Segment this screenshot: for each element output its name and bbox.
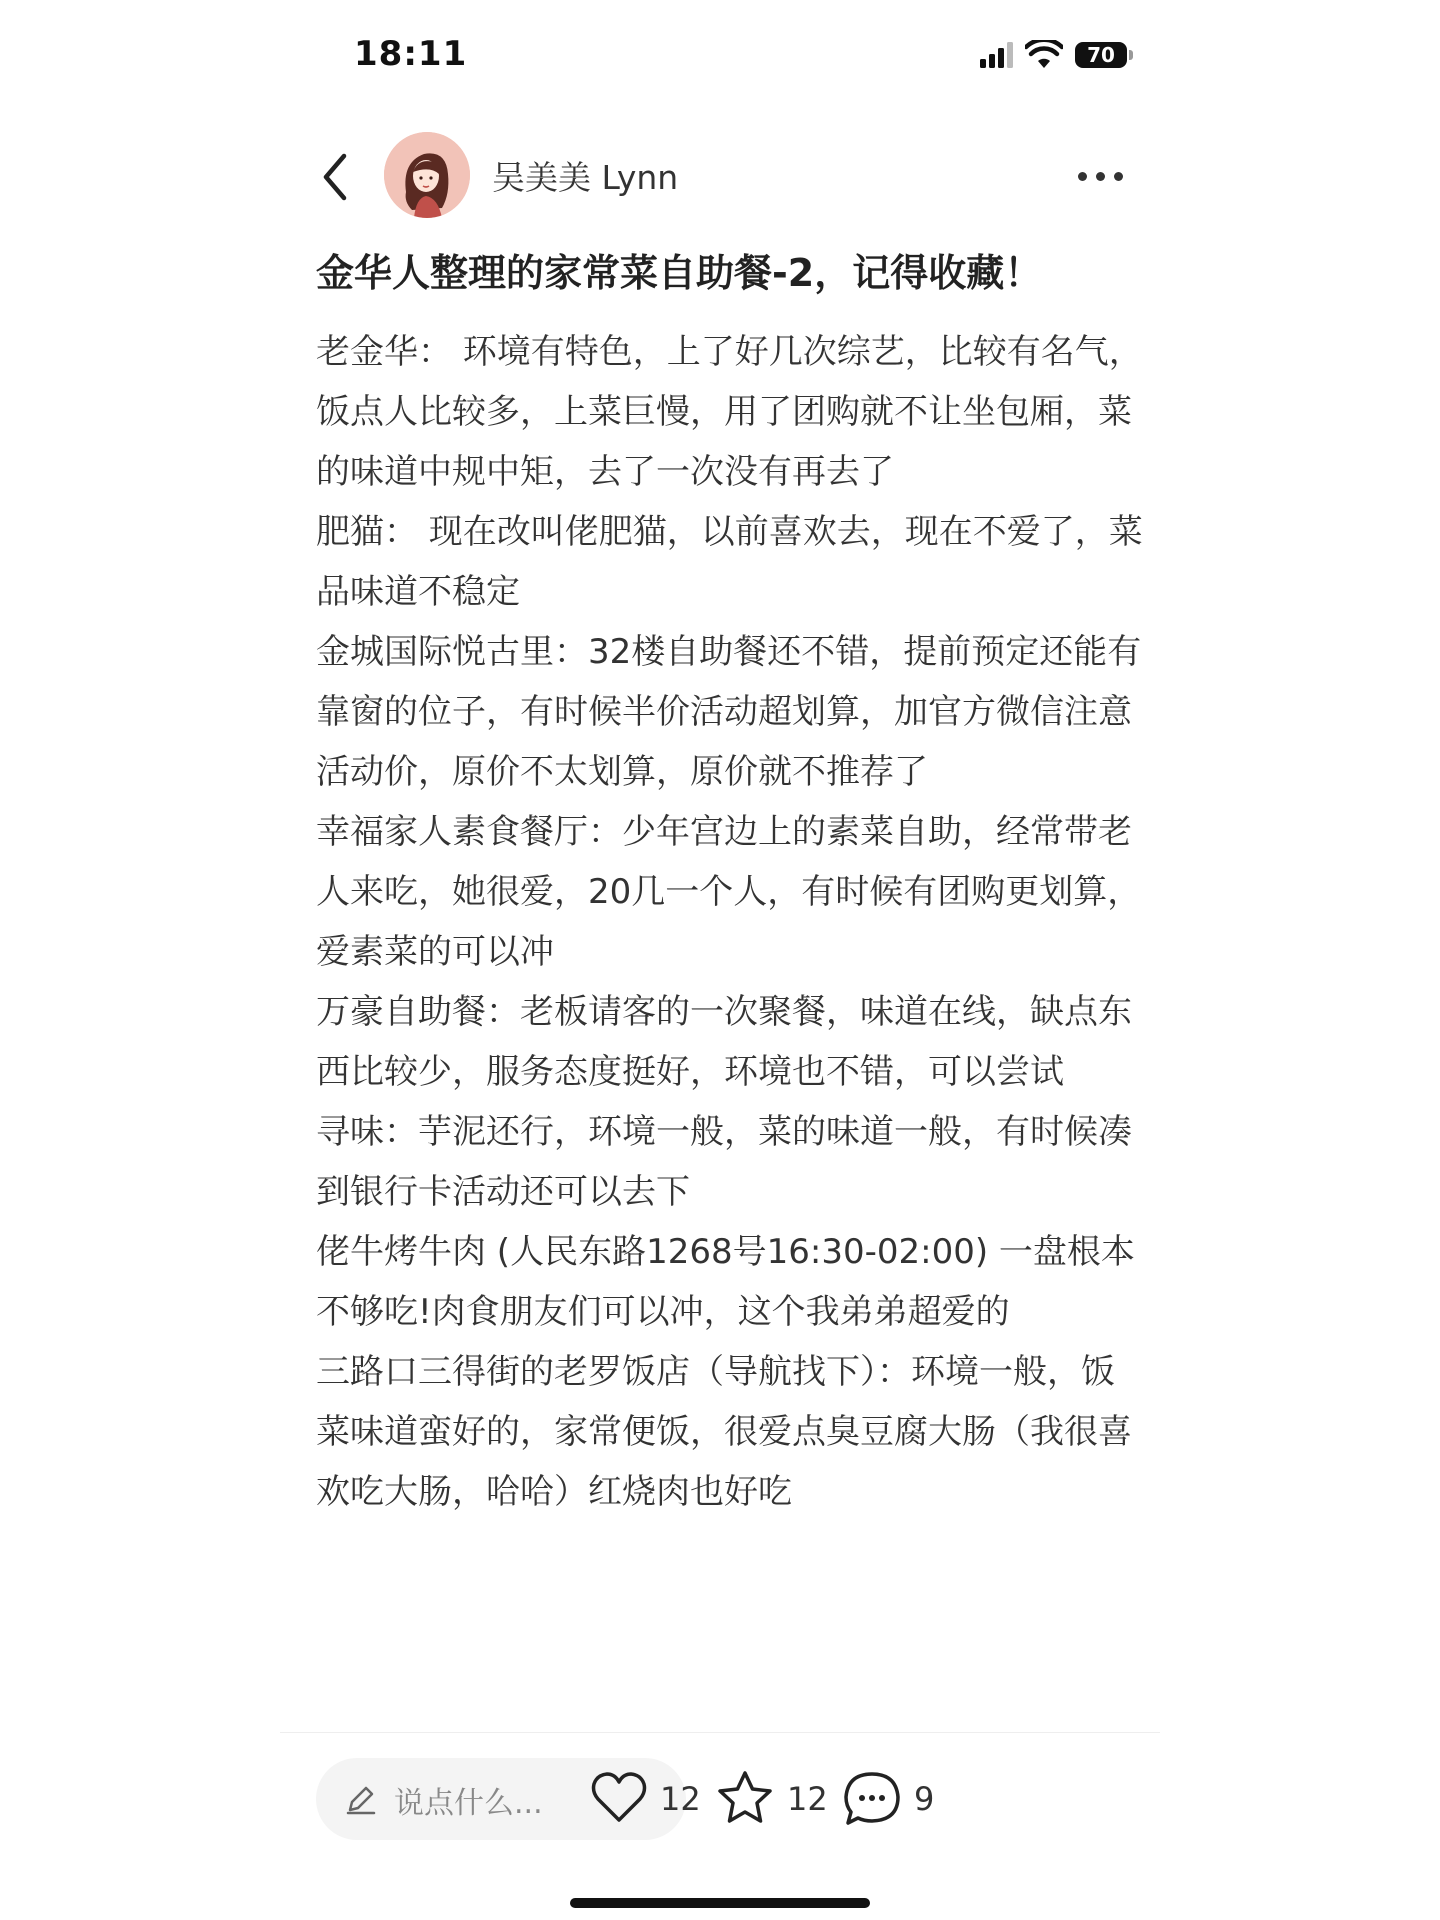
post-title: 金华人整理的家常菜自助餐-2，记得收藏！ (316, 251, 1043, 295)
status-time: 18:11 (354, 34, 468, 74)
battery-level: 70 (1087, 43, 1115, 67)
bottom-divider (280, 1732, 1160, 1733)
star-icon (715, 1770, 775, 1826)
collect-button[interactable] (715, 1762, 828, 1834)
heart-icon (590, 1770, 648, 1824)
post-header (280, 120, 1160, 230)
comment-button[interactable] (842, 1762, 942, 1834)
avatar-illustration-icon (384, 132, 470, 218)
post-paragraph: 老金华： 环境有特色，上了好几次综艺，比较有名气，饭点人比较多，上菜巨慢，用了团购就不让坐包厢，菜的味道中规中矩，去了一次没有再去了 (316, 332, 1143, 492)
author-avatar[interactable] (384, 132, 470, 218)
post-paragraph: 幸福家人素食餐厅：少年宫边上的素菜自助，经常带老人来吃，她很爱，20几一个人，有时候有团购更划算，爱素菜的可以冲 (316, 812, 1142, 972)
wifi-icon (1025, 40, 1063, 70)
comment-placeholder: 说点什么... (394, 1786, 543, 1821)
post-body (316, 322, 1146, 1730)
post-paragraph: 寻味：芋泥还行，环境一般，菜的味道一般，有时候凑到银行卡活动还可以去下 (316, 1112, 1132, 1212)
pencil-icon (344, 1782, 378, 1816)
post-screen (280, 0, 1160, 1920)
post-paragraph: 肥猫： 现在改叫佬肥猫，以前喜欢去，现在不爱了，菜品味道不稳定 (316, 512, 1143, 612)
like-count: 12 (660, 1780, 701, 1818)
collect-count: 12 (787, 1780, 828, 1818)
battery-tip (1129, 50, 1133, 60)
post-paragraph: 万豪自助餐：老板请客的一次聚餐，味道在线，缺点东西比较少，服务态度挺好，环境也不错，可以尝试 (316, 992, 1132, 1092)
status-bar (280, 0, 1160, 110)
back-arrow-icon[interactable] (316, 150, 356, 204)
post-paragraph: 佬牛烤牛肉 (人民东路1268号16:30-02:00) 一盘根本不够吃!肉食朋友们可以冲，这个我弟弟超爱的 (316, 1232, 1135, 1332)
battery-icon (1075, 42, 1127, 68)
home-indicator[interactable] (570, 1898, 870, 1908)
more-options-icon[interactable] (1070, 156, 1130, 196)
comment-count: 9 (914, 1780, 935, 1818)
post-paragraph: 金城国际悦古里：32楼自助餐还不错，提前预定还能有靠窗的位子，有时候半价活动超划算，加官方微信注意活动价，原价不太划算，原价就不推荐了 (316, 632, 1142, 792)
like-button[interactable] (590, 1762, 700, 1834)
signal-icon (980, 42, 1014, 68)
post-paragraph: 三路口三得街的老罗饭店（导航找下）：环境一般，饭菜味道蛮好的，家常便饭，很爱点臭豆腐大肠（我很喜欢吃大肠，哈哈）红烧肉也好吃 (316, 1352, 1132, 1512)
comment-bubble-icon (842, 1770, 902, 1828)
author-name[interactable]: 吴美美 Lynn (492, 158, 679, 197)
